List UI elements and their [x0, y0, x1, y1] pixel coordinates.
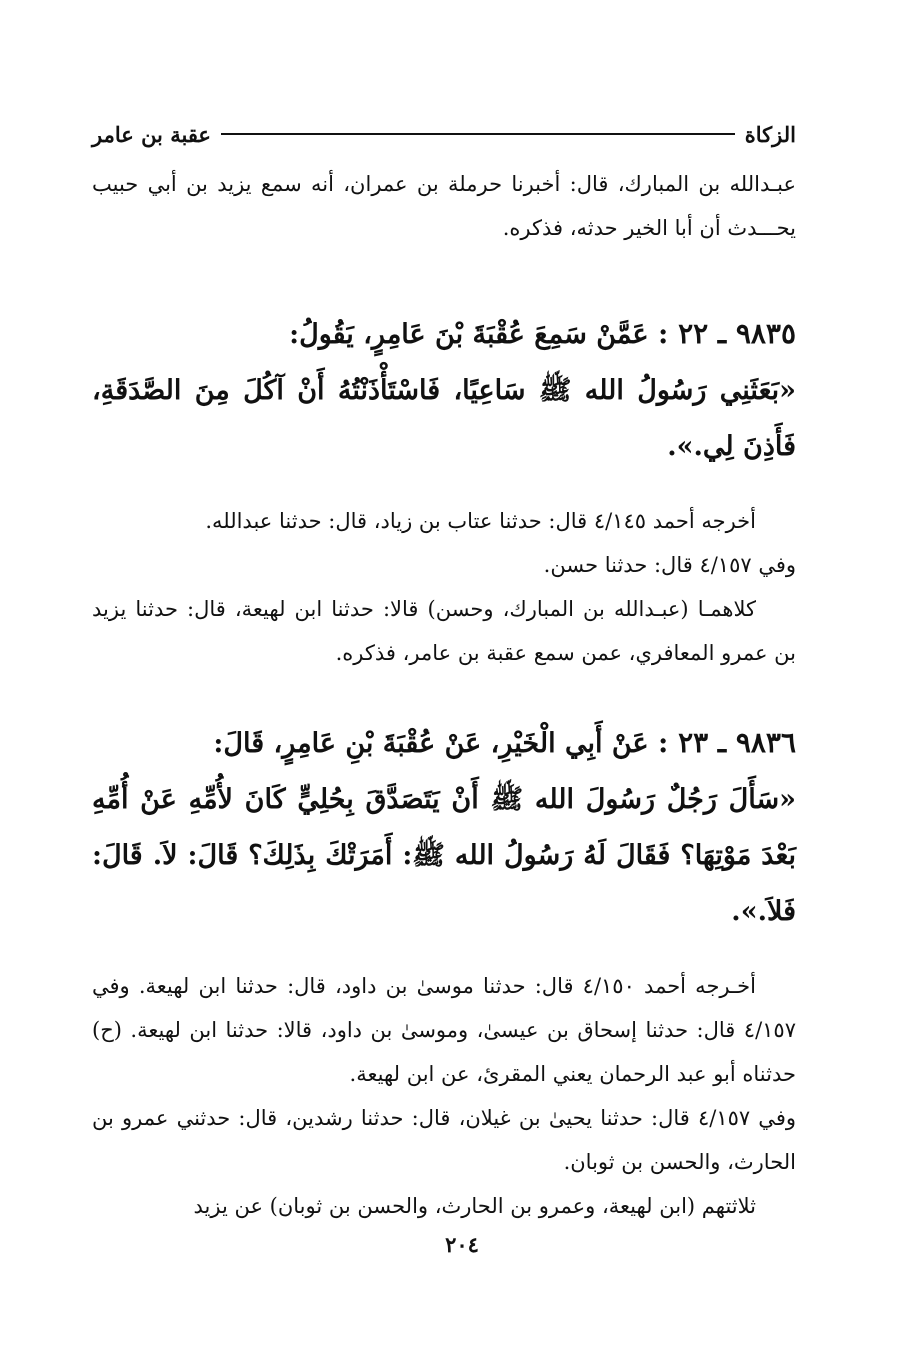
hadith-9835 — [92, 306, 796, 475]
hadith-9836 — [92, 715, 796, 940]
sources-9835 — [92, 499, 796, 675]
hadith-chain: عَمَّنْ سَمِعَ عُقْبَةَ بْنَ عَامِرٍ، يَقُولُ: — [289, 319, 649, 350]
sources-9836 — [92, 964, 796, 1228]
header-rule — [221, 133, 735, 135]
source-paragraph: وفي ٤/١٥٧ قال: حدثنا حسن. — [543, 553, 796, 577]
hadith-chain: عَنْ أَبِي الْخَيْرِ، عَنْ عُقْبَةَ بْنِ عَامِرٍ، قَالَ: — [213, 728, 649, 759]
header-chapter-title: الزكاة — [744, 121, 796, 147]
page-body — [92, 162, 796, 1228]
source-paragraph: أخرجه أحمد ٤/١٤٥ قال: حدثنا عتاب بن زياد، قال: حدثنا عبدالله. — [205, 509, 756, 533]
source-paragraph: كلاهمـا (عبـدالله بن المبارك، وحسن) قالا: حدثنا ابن لهيعة، قال: حدثنا يزيد بن عمرو المعافري، عمن سمع عقبة بن عامر، فذكره. — [92, 597, 796, 665]
hadith-heading — [92, 306, 796, 363]
page-number: ٢٠٤ — [445, 1232, 479, 1257]
source-paragraph: ثلاثتهم (ابن لهيعة، وعمرو بن الحارث، والحسن بن ثوبان) عن يزيد — [193, 1194, 756, 1218]
running-header — [92, 112, 796, 156]
source-paragraph: وفي ٤/١٥٧ قال: حدثنا يحيىٰ بن غيلان، قال: حدثنا رشدين، قال: حدثني عمرو بن الحارث، والحسن بن ثوبان. — [92, 1106, 796, 1174]
continuation-paragraph: عبـدالله بن المبارك، قال: أخبرنا حرملة بن عمران، أنه سمع يزيد بن أبي حبيب يحـــدث أن أبا الخير حدثه، فذكره. — [92, 172, 796, 240]
hadith-number: ٩٨٣٦ ـ ٢٣ : — [657, 726, 796, 759]
source-paragraph: أخـرجه أحمد ٤/١٥٠ قال: حدثنا موسىٰ بن داود، قال: حدثنا ابن لهيعة. وفي ٤/١٥٧ قال: حدثنا إسحاق بن عيسىٰ، وموسىٰ بن داود، قالا: حدثنا ابن لهيعة. (ح) حدثناه أبو عبد الرحمان يعني المقرئ، عن ابن لهيعة. — [92, 974, 796, 1086]
hadith-number: ٩٨٣٥ ـ ٢٢ : — [657, 317, 796, 350]
hadith-text: «سَأَلَ رَجُلٌ رَسُولَ الله ﷺ أَنْ يَتَصَدَّقَ بِحُلِيٍّ كَانَ لأُمِّهِ عَنْ أُمِّهِ بَعْدَ مَوْتِهَا؟ فَقَالَ لَهُ رَسُولُ الله ﷺ: أَمَرَتْكَ بِذَلِكَ؟ قَالَ: لاَ. قَالَ: فَلاَ.». — [92, 784, 796, 927]
hadith-text: «بَعَثَنِي رَسُولُ الله ﷺ سَاعِيًا، فَاسْتَأْذَنْتُهُ أَنْ آكُلَ مِنَ الصَّدَقَةِ، فَأَذِنَ لِي.». — [92, 375, 796, 462]
hadith-heading — [92, 715, 796, 772]
header-section-title: عقبة بن عامر — [92, 121, 211, 147]
